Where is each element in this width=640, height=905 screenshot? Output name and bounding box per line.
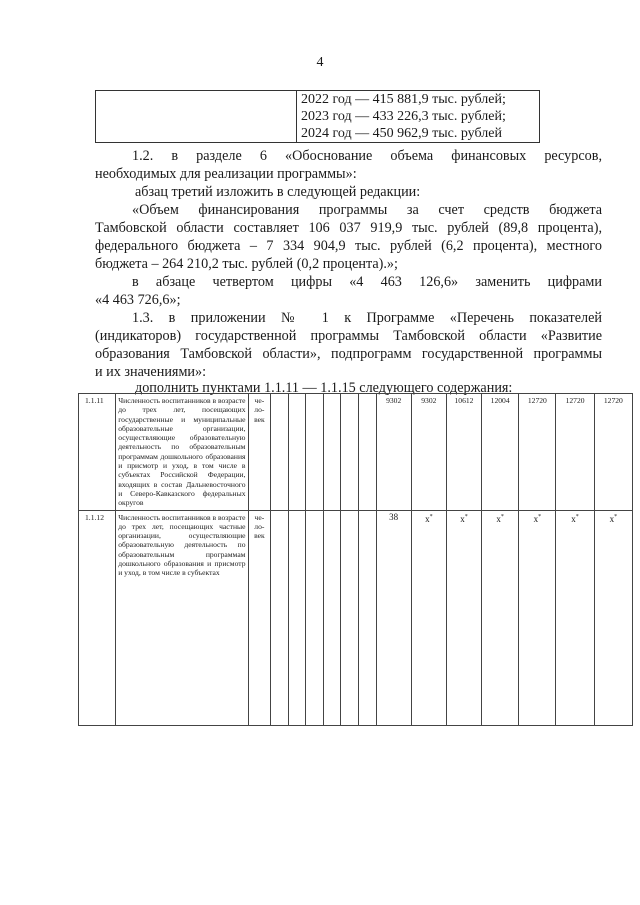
- funding-line: 2023 год — 433 226,3 тыс. рублей;: [301, 109, 506, 124]
- value-text: х: [496, 513, 501, 524]
- footnote-star: *: [464, 513, 468, 520]
- table-row: [79, 510, 633, 725]
- empty-cell: [306, 510, 324, 725]
- empty-cell: [341, 510, 359, 725]
- paragraph-volume-2: Тамбовской области составляет 106 037 919,9 тыс. рублей (89,8 процента),: [95, 220, 602, 236]
- footnote-star: *: [429, 513, 433, 520]
- paragraph-1-3-2: (индикаторов) государственной программы Тамбовской области «Развитие: [95, 328, 602, 344]
- funding-line: 2022 год — 415 881,9 тыс. рублей;: [301, 92, 506, 107]
- footnote-star: *: [500, 513, 504, 520]
- paragraph-abzac-chetvertiy: в абзаце четвертом цифры «4 463 126,6» заменить цифрами: [132, 274, 602, 290]
- funding-table-empty-cell: [96, 91, 297, 143]
- indicator-value: 10612: [446, 394, 481, 511]
- indicator-unit: че-ло-век: [248, 510, 271, 725]
- paragraph-1-2-cont: необходимых для реализации программы»:: [95, 166, 357, 182]
- indicator-value: 12720: [594, 394, 632, 511]
- empty-cell: [323, 394, 341, 511]
- paragraph-volume-1: «Объем финансирования программы за счет средств бюджета: [132, 202, 602, 218]
- indicator-value: [594, 510, 632, 725]
- indicator-value: 12720: [556, 394, 594, 511]
- page-number: 4: [316, 55, 324, 70]
- indicator-value: 9302: [376, 394, 411, 511]
- indicator-value: 12004: [482, 394, 519, 511]
- footnote-star: *: [614, 513, 618, 520]
- empty-cell: [359, 394, 377, 511]
- empty-cell: [271, 510, 289, 725]
- empty-cell: [341, 394, 359, 511]
- indicator-unit: че-ло-век: [248, 394, 271, 511]
- paragraph-volume-4: бюджета – 264 210,2 тыс. рублей (0,2 процента).»;: [95, 256, 398, 272]
- indicator-value: 9302: [411, 394, 446, 511]
- value-text: х: [425, 513, 430, 524]
- empty-cell: [323, 510, 341, 725]
- value-text: х: [533, 513, 539, 524]
- empty-cell: [288, 394, 306, 511]
- indicator-value: [411, 510, 446, 725]
- indicator-value: 38: [376, 510, 411, 725]
- indicator-value: [519, 510, 556, 725]
- indicator-number: 1.1.11: [79, 394, 116, 511]
- paragraph-1-2: 1.2. в разделе 6 «Обоснование объема финансовых ресурсов,: [132, 148, 602, 164]
- value-text: х: [609, 513, 615, 524]
- footnote-star: *: [575, 513, 579, 520]
- value-text: х: [460, 513, 465, 524]
- indicator-value: [556, 510, 594, 725]
- indicator-name: Численность воспитанников в возрасте до трех лет, посещающих частные организации, осуществляющие образовательную деятельность по образовательным программам дошкольного образования и присмотр и уход, в том числе в субъектах: [116, 510, 248, 725]
- indicators-table: [78, 393, 633, 726]
- indicator-name: Численность воспитанников в возрасте до трех лет, посещающих государственные и муниципальные образовательные организации, осуществляющие образовательную деятельность по образовательным программам дошкольного образования и присмотр и уход, в том числе в субъектах Российской Федерации, входящих в состав Дальневосточного и Северо-Кавказского федеральных округов: [116, 394, 248, 511]
- value-text: х: [571, 513, 576, 524]
- funding-table: [95, 90, 540, 143]
- indicator-value: [446, 510, 481, 725]
- empty-cell: [288, 510, 306, 725]
- empty-cell: [359, 510, 377, 725]
- funding-values-cell: [297, 91, 540, 143]
- footnote-star: *: [538, 513, 542, 520]
- empty-cell: [306, 394, 324, 511]
- paragraph-volume-3: федерального бюджета – 7 334 904,9 тыс. рублей (6,2 процента), местного: [95, 238, 602, 254]
- paragraph-add-points: дополнить пунктами 1.1.11 — 1.1.15 следующего содержания:: [135, 380, 513, 396]
- indicator-value: [482, 510, 519, 725]
- paragraph-1-3-1: 1.3. в приложении № 1 к Программе «Перечень показателей: [132, 310, 602, 326]
- indicator-value: 12720: [519, 394, 556, 511]
- paragraph-abzac-tretiy: абзац третий изложить в следующей редакции:: [135, 184, 421, 200]
- paragraph-1-3-4: и их значениями»:: [95, 364, 207, 380]
- paragraph-1-3-3: образования Тамбовской области», подпрограмм государственной программы: [95, 346, 602, 362]
- empty-cell: [271, 394, 289, 511]
- table-row: [79, 394, 633, 511]
- paragraph-abzac-chetvertiy-cont: «4 463 726,6»;: [95, 292, 181, 308]
- indicator-number: 1.1.12: [79, 510, 116, 725]
- funding-line: 2024 год — 450 962,9 тыс. рублей: [301, 126, 502, 141]
